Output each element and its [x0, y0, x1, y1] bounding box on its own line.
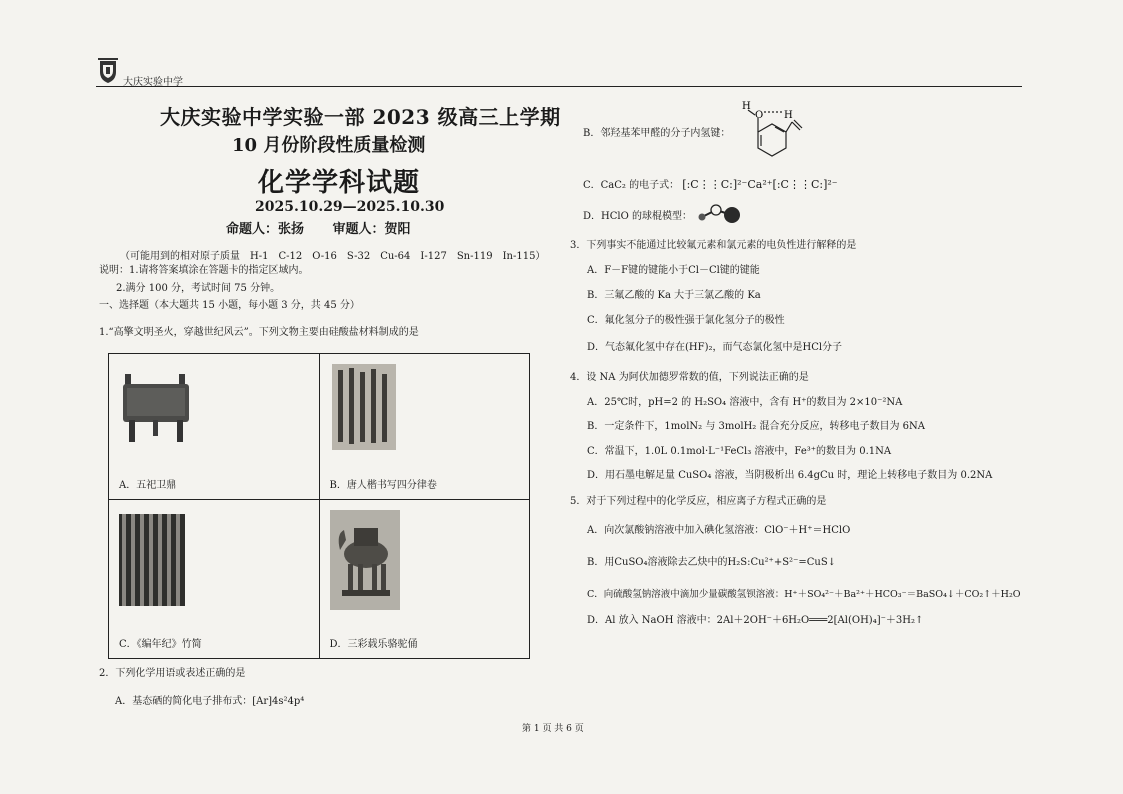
- school-name: 大庆实验中学: [123, 77, 183, 88]
- question-2-option-b: B．邻羟基苯甲醛的分子内氢键：: [583, 128, 731, 139]
- note-line2: 2.满分 100 分，考试时间 75 分钟。: [116, 283, 281, 294]
- option-c-cell: [109, 500, 320, 659]
- question-3-option-a: A．F－F键的键能小于Cl－Cl键的键能: [587, 265, 760, 276]
- option-b-label: B．唐人楷书写四分律卷: [329, 480, 437, 491]
- exam-title-line1: 大庆实验中学实验一部 2023 级高三上学期: [160, 105, 561, 129]
- question-2-option-a: A．基态硒的简化电子排布式：[Ar]4s²4p⁴: [115, 696, 305, 707]
- question-4-option-a: A．25℃时，pH=2 的 H₂SO₄ 溶液中，含有 H⁺的数目为 2×10⁻²NA: [587, 397, 903, 408]
- option-c-label: C．《编年纪》竹简: [119, 639, 202, 650]
- question-4-stem: 4．设 NA 为阿伏加德罗常数的值，下列说法正确的是: [570, 372, 809, 383]
- option-a-cell: [109, 354, 320, 500]
- section-heading: 一、选择题（本大题共 15 小题，每小题 3 分，共 45 分）: [99, 300, 360, 311]
- setter: 命题人：张扬: [226, 222, 305, 237]
- question-5-option-b: B．用CuSO₄溶液除去乙炔中的H₂S:Cu²⁺+S²⁻=CuS↓: [587, 557, 837, 568]
- question-2-option-c: [583, 178, 838, 193]
- question-4-option-b: B．一定条件下，1molN₂ 与 3molH₂ 混合充分反应，转移电子数目为 6NA: [587, 421, 926, 432]
- question-2-option-c-label: C．CaC₂ 的电子式：: [583, 180, 680, 191]
- exam-title-line2: 10 月份阶段性质量检测: [232, 135, 426, 156]
- artifact-options-table: [108, 353, 530, 659]
- camel-figurine-icon: [330, 510, 400, 610]
- option-d-cell: [319, 500, 530, 659]
- question-5-option-c: C．向硫酸氢钠溶液中滴加少量碳酸氢钡溶液：H⁺＋SO₄²⁻＋Ba²⁺＋HCO₃⁻＝BaSO₄↓＋CO₂↑＋H₂O: [587, 589, 1021, 600]
- school-crest-icon: [98, 58, 118, 84]
- svg-text:O: O: [755, 110, 764, 121]
- question-5-option-d: D．Al 放入 NaOH 溶液中：2Al＋2OH⁻＋6H₂O═══2[Al(OH)₄]⁻＋3H₂↑: [587, 615, 924, 626]
- reviewer: 审题人：贺阳: [332, 222, 411, 237]
- salicylaldehyde-structure-icon: [728, 96, 808, 166]
- page-number: 第 1 页 共 6 页: [522, 724, 584, 734]
- atomic-masses: （可能用到的相对原子质量 H-1 C-12 O-16 S-32 Cu-64 I-127 Sn-119 In-115）: [120, 251, 546, 262]
- question-2-option-d: D．HClO 的球棍模型：: [583, 211, 692, 222]
- exam-subject-title: 化学学科试题: [258, 168, 421, 198]
- option-a-label: A．五祀卫鼎: [119, 480, 177, 491]
- hclo-ball-stick-icon: [696, 201, 744, 227]
- option-b-cell: [319, 354, 530, 500]
- bronze-ding-icon: [121, 372, 191, 444]
- question-4-option-d: D．用石墨电解足量 CuSO₄ 溶液，当阴极析出 6.4gCu 时，理论上转移电子数目为 0.2NA: [587, 470, 993, 481]
- note-line1: 说明：1.请将答案填涂在答题卡的指定区域内。: [99, 265, 309, 276]
- question-5-option-a: A．向次氯酸钠溶液中加入碘化氢溶液：ClO⁻＋H⁺＝HClO: [587, 525, 851, 536]
- cac2-electron-formula: [:C⋮⋮C:]²⁻Ca²⁺[:C⋮⋮C:]²⁻: [682, 178, 838, 191]
- option-d-label: D．三彩载乐骆驼俑: [329, 639, 418, 650]
- question-1-stem: 1.“高擎文明圣火，穿越世纪风云”。下列文物主要由硅酸盐材料制成的是: [99, 327, 419, 338]
- svg-text:H: H: [742, 101, 751, 112]
- question-3-option-d: D．气态氟化氢中存在(HF)₂，而气态氯化氢中是HCl分子: [587, 342, 843, 353]
- bamboo-slips-icon: [119, 514, 185, 606]
- exam-authors: [226, 218, 435, 237]
- svg-text:H: H: [784, 110, 793, 121]
- question-3-stem: 3．下列事实不能通过比较氟元素和氯元素的电负性进行解释的是: [570, 240, 857, 251]
- question-5-stem: 5．对于下列过程中的化学反应，相应离子方程式正确的是: [570, 496, 827, 507]
- question-3-option-b: B．三氟乙酸的 Ka 大于三氯乙酸的 Ka: [587, 290, 761, 301]
- exam-date: 2025.10.29—2025.10.30: [255, 199, 445, 215]
- question-3-option-c: C．氟化氢分子的极性强于氯化氢分子的极性: [587, 315, 785, 326]
- calligraphy-scroll-icon: [332, 364, 396, 450]
- header-divider: [96, 86, 1022, 87]
- question-2-stem: 2．下列化学用语或表述正确的是: [99, 668, 246, 679]
- question-4-option-c: C．常温下，1.0L 0.1mol·L⁻¹FeCl₃ 溶液中，Fe³⁺的数目为 0.1NA: [587, 446, 892, 457]
